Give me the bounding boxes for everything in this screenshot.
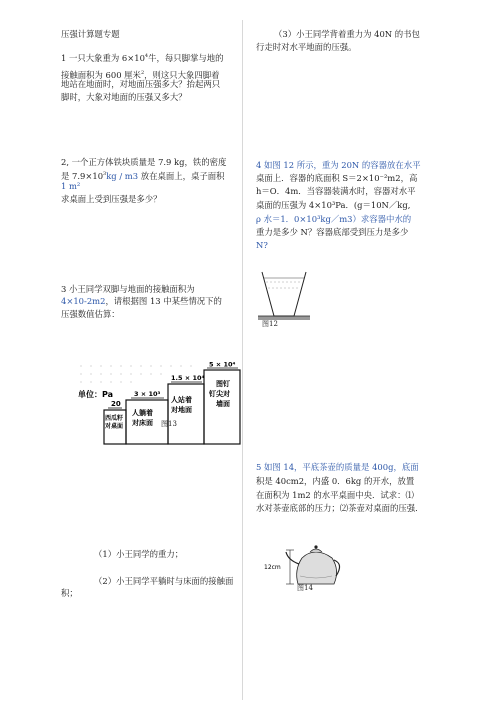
fig14-height-label: 12cm (264, 564, 281, 571)
q4-line2: 桌面上．容器的底面积 S＝2×10⁻²m2，高 (256, 173, 418, 183)
svg-text:对桌面: 对桌面 (105, 423, 124, 430)
figure-13 (76, 362, 246, 446)
svg-text:西瓜籽: 西瓜籽 (105, 415, 124, 422)
document-page: 压强计算题专题 1 一只大象重为 $6\times 10^4$牛，每只脚掌与地的 接触面积为 600 厘米$^2$，则这只大象四脚着 地站在地面时，对地面压强多大？抬起两只 脚时，大象对地面的压强又多大？ 2, 一个正方体铁块质量是 7.9 kg，铁的密度 是 $7.9\times 10^3kg / m3$ 放在桌面上，桌子面积 1 m² 求桌面上受到压强是多少？ 3 小王同学双脚与地面的接触面积为 4×10-2m2，请根据图 13 中某些情况下的 压强数值估算： 单位：Pa 20 3 × 10³ 1.5 × 10⁴ 5 × 10⁴ 西瓜籽 对桌面 人躺着 对床面 人站着 对地面 图钉 钉尖对 墙面 图13 （1）小王同学的重力； （2）小王同学平躺时与床面的接触面 积； （3）小王同学背着重力为 40N 的书包 行走时对水平地面的压强。 4 如图 12 所示，重为 20N 的容器放在水平 桌面上．容器的底面积 S＝2×10⁻²m2，高 h＝O．4m．当容器装满水时，容器对水平 桌面的压强为 4×10³Pa．(g＝10N／kg, ρ 水＝1．0×10³kg／m3）求容器中水的 重力是多少 N？容器底部受到压力是多少 N? 图12 5 如图 14，平底茶壶的质量是 400g，底面 积是 40cm2，内盛 0．6kg 的开水，放置 在面积为 1m2 的水平桌面中央．试求：⑴ 水对茶壶底部的压力；⑵茶壶对桌面的压强． 12cm 图14 (0, 0, 504, 713)
svg-text:人站着: 人站着 (171, 396, 192, 404)
q1-line2: 接触面积为 600 厘米 (61, 69, 141, 80)
column-divider (242, 20, 243, 700)
q4-line6: 重力是多少 N？容器底部受到压力是多少 (256, 227, 409, 237)
q5-line3: 在面积为 1m2 的水平桌面中央．试求：⑴ (256, 490, 414, 500)
svg-text:对地面: 对地面 (171, 406, 192, 414)
q3-line3: 压强数值估算： (61, 309, 120, 319)
svg-text:人躺着: 人躺着 (132, 409, 153, 417)
q5-line1: 5 如图 14，平底茶壶的质量是 400g，底面 (256, 462, 419, 472)
doc-title: 压强计算题专题 (61, 29, 120, 39)
svg-text:5 × 10⁴: 5 × 10⁴ (209, 362, 236, 369)
svg-text:20: 20 (111, 400, 121, 408)
svg-text:对床面: 对床面 (132, 419, 153, 427)
svg-text:墙面: 墙面 (216, 400, 230, 408)
svg-text:图钉: 图钉 (216, 380, 230, 388)
q3-sub2-line1: （2）小王同学平躺时与床面的接触面 (94, 576, 234, 586)
q5-line4: 水对茶壶底部的压力；⑵茶壶对桌面的压强． (256, 503, 424, 513)
q1-line1: 1 一只大象重为 6×10 (61, 52, 145, 63)
q1-line3: 地站在地面时，对地面压强多大？抬起两只 (61, 79, 221, 89)
q4-line3: h＝O．4m．当容器装满水时，容器对水平 (256, 186, 416, 196)
q5-line2: 积是 40cm2，内盛 0．6kg 的开水，放置 (256, 476, 415, 486)
q3-sub2-line2: 积； (61, 588, 78, 598)
svg-text:1.5 × 10⁴: 1.5 × 10⁴ (171, 374, 205, 382)
q3-sub3-line2: 行走时对水平地面的压强。 (256, 42, 357, 52)
fig13-caption: 图13 (161, 420, 177, 428)
q4-line4: 桌面的压强为 4×10³Pa．(g＝10N／kg, (256, 200, 411, 210)
q4-line5: ρ 水＝1．0×10³kg／m3）求容器中水的 (256, 214, 412, 224)
svg-text:钉尖对: 钉尖对 (209, 390, 230, 398)
q2-line1: 2, 一个正方体铁块质量是 7.9 kg，铁的密度 (61, 157, 227, 167)
q3-sub3-line1: （3）小王同学背着重力为 40N 的书包 (274, 29, 420, 39)
fig12-caption: 图12 (262, 320, 278, 328)
q4-line7: N? (256, 240, 268, 250)
q4-line1: 4 如图 12 所示，重为 20N 的容器放在水平 (256, 160, 421, 170)
fig14-caption: 图14 (297, 584, 313, 592)
fig13-unit-label: 单位：Pa (78, 390, 114, 399)
q3-line1: 3 小王同学双脚与地面的接触面积为 (61, 284, 195, 294)
q2-line3: 1 m² (61, 181, 81, 191)
svg-text:3 × 10³: 3 × 10³ (134, 390, 161, 398)
q2-line4: 求桌面上受到压强是多少？ (61, 194, 162, 204)
q1-line4: 脚时，大象对地面的压强又多大？ (61, 92, 187, 102)
q3-sub1: （1）小王同学的重力； (94, 549, 184, 559)
